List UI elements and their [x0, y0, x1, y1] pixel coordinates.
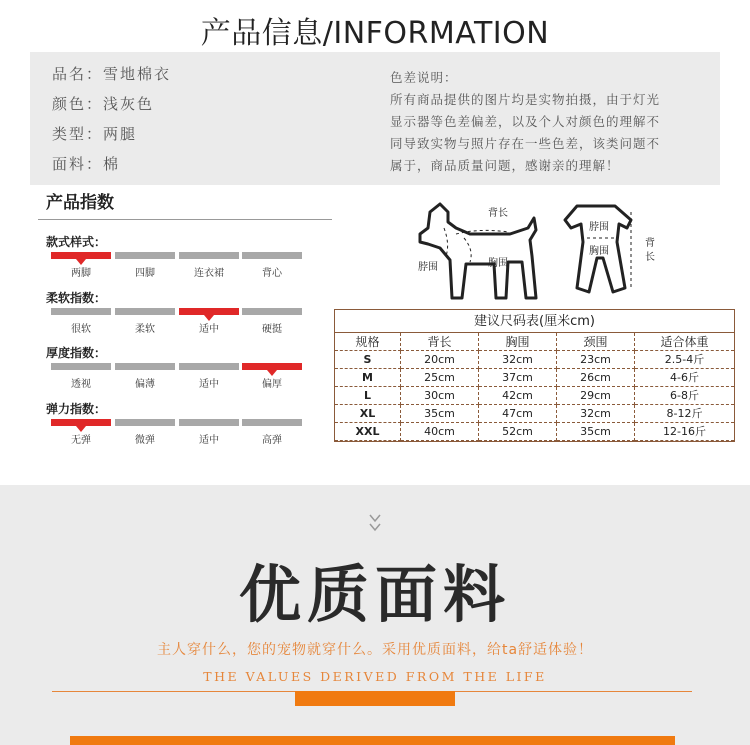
size-cell: M	[335, 369, 401, 387]
index-bar	[115, 363, 175, 370]
fabric-title: 优质面料	[238, 558, 511, 631]
index-title: 产品指数	[46, 193, 114, 213]
index-bar-selected	[179, 308, 239, 315]
index-scale	[46, 252, 316, 280]
index-bar	[115, 252, 175, 259]
accent-block	[295, 691, 455, 706]
size-cell: 30cm	[401, 387, 479, 405]
index-option-label: 两脚	[71, 268, 91, 279]
size-cell: 12-16斤	[635, 423, 734, 441]
index-bar	[115, 419, 175, 426]
size-cell: 26cm	[557, 369, 635, 387]
index-option-label: 柔软	[135, 324, 155, 335]
index-bar-selected	[242, 363, 302, 370]
size-cell: 6-8斤	[635, 387, 734, 405]
size-header-cell: 胸围	[479, 333, 557, 351]
front-chest-label: 胸围	[589, 246, 609, 257]
size-cell: XXL	[335, 423, 401, 441]
index-bar-selected	[51, 252, 111, 259]
index-bar	[242, 308, 302, 315]
index-option-label: 适中	[199, 324, 219, 335]
page-title: 产品信息/INFORMATION	[200, 16, 550, 51]
index-scale	[46, 419, 316, 447]
size-cell: 20cm	[401, 351, 479, 369]
size-cell: 47cm	[479, 405, 557, 423]
size-cell: 8-12斤	[635, 405, 734, 423]
chevron-down-icon	[368, 513, 382, 535]
index-bar	[242, 252, 302, 259]
index-bar	[242, 419, 302, 426]
attr-name: 品名：雪地棉衣	[52, 65, 172, 83]
front-neck-label: 脖围	[589, 222, 609, 233]
index-option-label: 偏厚	[262, 379, 282, 390]
size-cell: XL	[335, 405, 401, 423]
index-group-label: 弹力指数：	[46, 402, 107, 416]
size-cell: 52cm	[479, 423, 557, 441]
size-cell: 35cm	[401, 405, 479, 423]
size-cell: S	[335, 351, 401, 369]
attr-type: 类型：两腿	[52, 125, 138, 143]
note-title: 色差说明：	[390, 70, 458, 85]
index-bar-selected	[51, 419, 111, 426]
front-back-label-1: 背	[645, 238, 655, 249]
neck-label: 脖围	[418, 262, 438, 273]
size-header-cell: 规格	[335, 333, 401, 351]
product-attributes	[52, 64, 171, 184]
size-cell: 23cm	[557, 351, 635, 369]
note-line: 所有商品提供的图片均是实物拍摄，由于灯光	[390, 92, 661, 107]
size-cell: 42cm	[479, 387, 557, 405]
attr-color: 颜色：浅灰色	[52, 95, 155, 113]
index-option-label: 偏薄	[135, 379, 155, 390]
index-bar	[115, 308, 175, 315]
front-back-label-2: 长	[645, 252, 655, 263]
index-option-label: 适中	[199, 379, 219, 390]
size-chart-title: 建议尺码表(厘米cm)	[335, 310, 734, 333]
divider	[38, 219, 332, 220]
attr-fabric: 面料：棉	[52, 155, 121, 173]
index-option-label: 无弹	[71, 435, 91, 446]
index-bar	[179, 419, 239, 426]
index-bar	[179, 252, 239, 259]
index-group	[46, 400, 316, 447]
back-length-label: 背长	[488, 208, 508, 219]
size-cell: 2.5-4斤	[635, 351, 734, 369]
index-bar	[51, 308, 111, 315]
size-cell: 25cm	[401, 369, 479, 387]
accent-bar	[70, 736, 675, 745]
size-cell: 37cm	[479, 369, 557, 387]
size-cell: 4-6斤	[635, 369, 734, 387]
size-chart	[334, 309, 735, 442]
index-group	[46, 289, 316, 336]
garment-front-diagram	[555, 200, 665, 300]
size-cell: 32cm	[557, 405, 635, 423]
index-group	[46, 344, 316, 391]
index-bar	[51, 363, 111, 370]
index-group	[46, 233, 316, 280]
index-option-label: 硬挺	[262, 324, 282, 335]
index-option-label: 适中	[199, 435, 219, 446]
index-group-label: 厚度指数：	[46, 346, 107, 360]
fabric-slogan: 主人穿什么，您的宠物就穿什么。采用优质面料，给ta舒适体验！	[156, 642, 594, 658]
color-difference-note	[390, 67, 700, 177]
index-option-label: 背心	[262, 268, 282, 279]
fabric-banner	[0, 485, 750, 745]
size-chart-grid	[335, 333, 734, 441]
index-option-label: 很软	[71, 324, 91, 335]
index-group-label: 款式样式：	[46, 235, 107, 249]
size-cell: 35cm	[557, 423, 635, 441]
index-option-label: 微弹	[135, 435, 155, 446]
size-header-cell: 适合体重	[635, 333, 734, 351]
index-group-label: 柔软指数：	[46, 291, 107, 305]
size-cell: 32cm	[479, 351, 557, 369]
chest-label: 胸围	[488, 258, 508, 269]
dog-side-diagram	[410, 198, 550, 306]
index-option-label: 高弹	[262, 435, 282, 446]
size-header-cell: 背长	[401, 333, 479, 351]
index-scale	[46, 308, 316, 336]
index-option-label: 连衣裙	[194, 268, 224, 279]
index-option-label: 四脚	[135, 268, 155, 279]
index-bar	[179, 363, 239, 370]
product-info-panel	[30, 52, 720, 185]
note-line: 同导致实物与照片存在一些色差，该类问题不	[390, 136, 661, 151]
index-scale	[46, 363, 316, 391]
note-line: 显示器等色差偏差，以及个人对颜色的理解不	[390, 114, 661, 129]
index-option-label: 透视	[71, 379, 91, 390]
values-tagline: THE VALUES DERIVED FROM THE LIFE	[203, 669, 547, 684]
size-cell: L	[335, 387, 401, 405]
size-cell: 40cm	[401, 423, 479, 441]
size-header-cell: 颈围	[557, 333, 635, 351]
size-cell: 29cm	[557, 387, 635, 405]
note-line: 属于，商品质量问题，感谢亲的理解！	[390, 158, 620, 173]
